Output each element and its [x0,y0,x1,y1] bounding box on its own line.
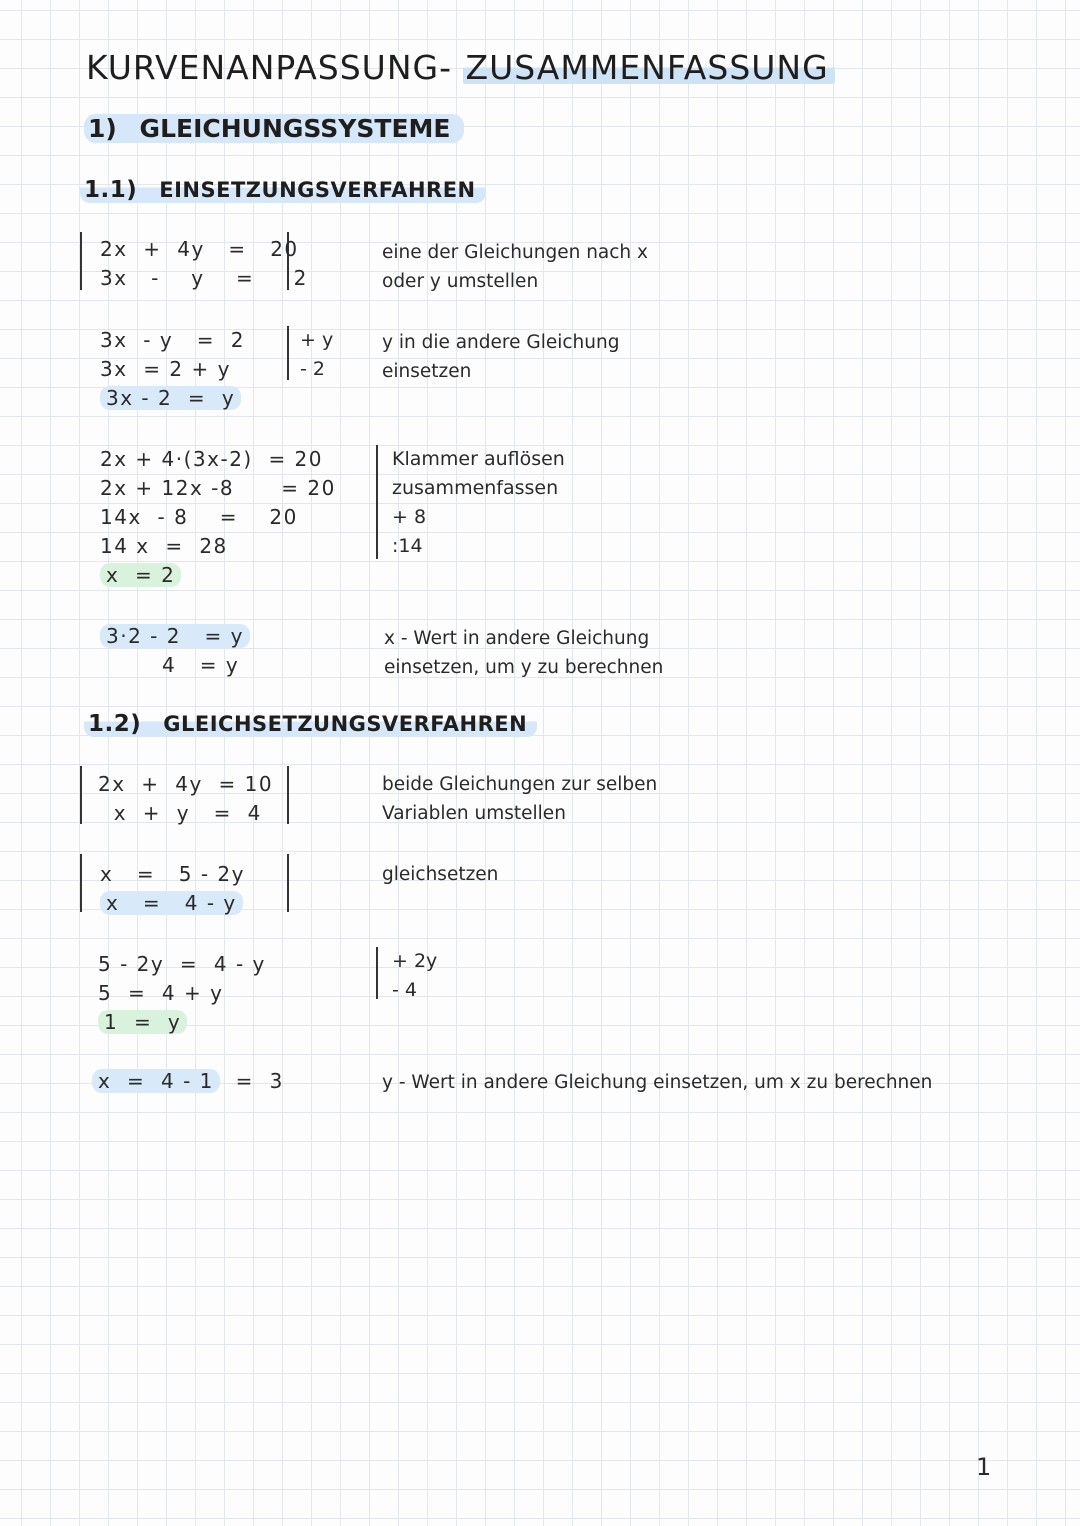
equation-line: 5 = 4 + y [98,981,224,1005]
substitution-ops [392,445,565,561]
solve-y-ops [300,326,333,384]
final-x [92,1067,284,1096]
op-line: - 4 [392,979,417,1001]
equation-line: 2x + 4y = 20 [100,237,299,261]
note-line: beide Gleichungen zur selben [382,774,658,795]
op-line: zusammenfassen [392,477,559,499]
back-substitution-note [384,624,663,682]
equation-line: 3x - y = 2 [100,328,245,352]
x-result: x = 2 [100,563,181,587]
equate-steps [98,950,266,1037]
title-part-2: ZUSAMMENFASSUNG [463,48,834,87]
op-line: + 8 [392,506,427,528]
page-title [86,48,835,87]
final-x-value: = 3 [235,1069,284,1093]
subsection-1-2-number: 1.2) [88,711,142,737]
note-line: einsetzen, um y zu berechnen [384,657,664,678]
equation-line: 5 - 2y = 4 - y [98,952,266,976]
note-line: einsetzen [382,361,472,382]
ops-bar [376,947,378,999]
op-line: - 2 [300,358,325,380]
equation-line: x = 4 - y [100,891,243,915]
system-1-1-note [382,238,648,296]
equate-ops [392,947,437,1005]
final-x-expression: x = 4 - 1 [92,1069,220,1093]
op-line: :14 [392,535,423,557]
subsection-1-1-number: 1.1) [84,177,138,203]
equation-line: 3x - y = 2 [100,266,308,290]
note-line: x - Wert in andere Gleichung [384,628,650,649]
system-bracket-right [287,854,289,912]
system-1-2 [98,770,273,828]
substitution-steps [100,445,336,590]
note-line: oder y umstellen [382,271,539,292]
equation-line: 14 x = 28 [100,534,228,558]
equation-line: 2x + 4y = 10 [98,772,274,796]
equation-line: 2x + 12x -8 = 20 [100,476,336,500]
page-number: 1 [976,1453,992,1481]
system-1-1 [100,235,308,293]
isolate-note: gleichsetzen [382,864,499,885]
section-1-heading [84,114,464,143]
equation-line: 2x + 4·(3x-2) = 20 [100,447,324,471]
final-note: y - Wert in andere Gleichung einsetzen, um x zu berechnen [382,1072,933,1093]
equation-line: 3x = 2 + y [100,357,231,381]
subsection-1-1-heading [80,177,486,203]
ops-bar [287,326,289,380]
note-line: y in die andere Gleichung [382,332,620,353]
back-substitution-line: 3·2 - 2 = y [100,624,250,648]
system-bracket-left [80,854,82,912]
y-result-1-2: 1 = y [98,1010,187,1034]
y-result: 4 = y [162,653,240,677]
subsection-1-2-heading [84,711,537,737]
op-line: Klammer auflösen [392,448,565,470]
section-1-label: GLEICHUNGSSYSTEME [139,114,451,143]
equation-line: x = 5 - 2y [100,862,245,886]
op-line: + y [300,329,334,351]
subsection-1-2-label: GLEICHSETZUNGSVERFAHREN [163,712,528,736]
title-part-1: KURVENANPASSUNG- [86,48,452,87]
isolated-x-equations [100,860,245,918]
back-substitution [100,622,250,680]
system-1-2-note [382,770,657,828]
system-bracket-right [287,766,289,824]
solve-y-note [382,328,619,386]
equation-line: 14x - 8 = 20 [100,505,298,529]
ops-bar [376,445,378,559]
equation-line: x + y = 4 [98,801,262,825]
note-line: Variablen umstellen [382,803,566,824]
op-line: + 2y [392,950,438,972]
section-1-number: 1) [88,114,117,143]
solve-y-result: 3x - 2 = y [100,386,241,410]
subsection-1-1-label: EINSETZUNGSVERFAHREN [159,178,476,202]
system-bracket-left [80,232,82,290]
solve-y-steps [100,326,245,413]
note-line: eine der Gleichungen nach x [382,242,648,263]
system-bracket-left [80,766,82,824]
